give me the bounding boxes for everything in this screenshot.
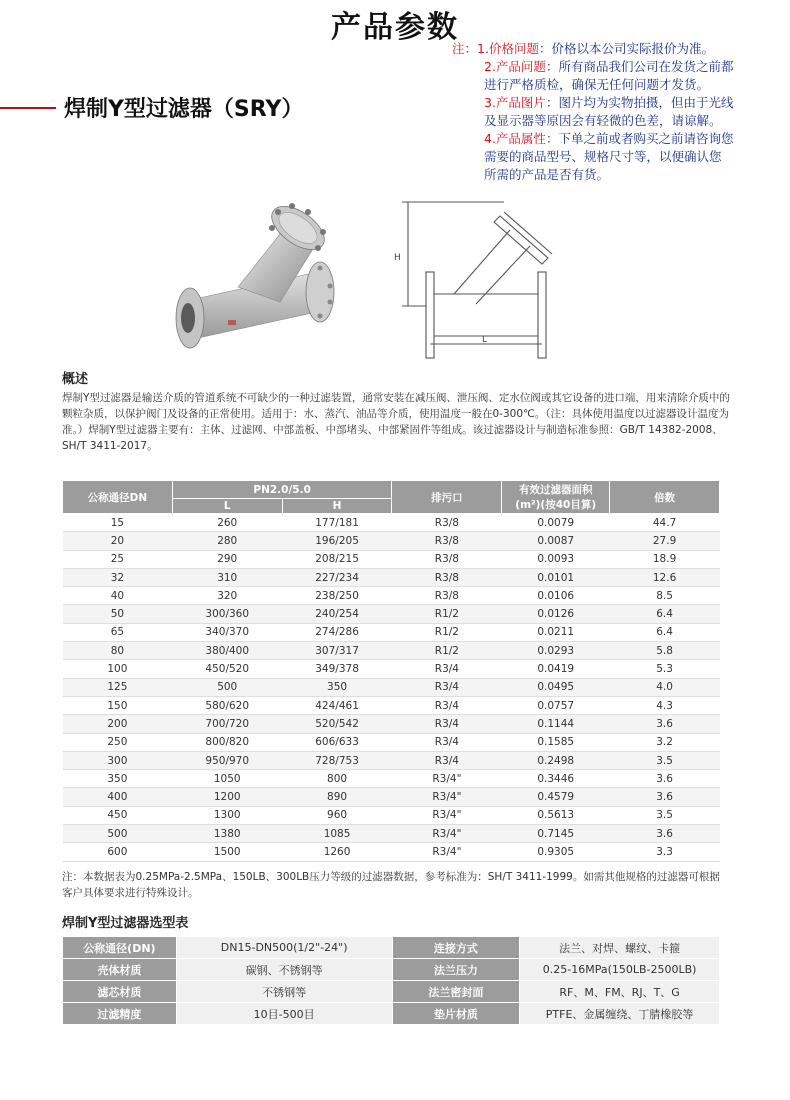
selection-row	[63, 959, 720, 981]
table-cell: 15	[63, 514, 173, 532]
table-row	[63, 605, 720, 623]
table-cell: 800/820	[172, 733, 282, 751]
table-cell: R3/4"	[392, 806, 502, 824]
table-cell: R3/8	[392, 514, 502, 532]
table-cell: R3/4"	[392, 770, 502, 788]
table-cell: 600	[63, 843, 173, 861]
table-cell: 0.0293	[502, 642, 610, 660]
table-cell: 208/215	[282, 550, 392, 568]
table-cell: 0.0087	[502, 532, 610, 550]
note-prefix: 注：	[452, 41, 478, 56]
table-cell: 260	[172, 514, 282, 532]
table-cell: 290	[172, 550, 282, 568]
table-cell: 65	[63, 623, 173, 641]
table-cell: 27.9	[610, 532, 720, 550]
table-cell: R3/4	[392, 715, 502, 733]
header-h: H	[282, 499, 392, 514]
table-row	[63, 696, 720, 714]
note-text: 及显示器等原因会有轻微的色差，请谅解。	[484, 113, 722, 128]
table-cell: 606/633	[282, 733, 392, 751]
table-cell: 25	[63, 550, 173, 568]
selection-table	[62, 936, 720, 1025]
table-cell: 0.3446	[502, 770, 610, 788]
table-cell: 50	[63, 605, 173, 623]
table-cell: 0.0106	[502, 587, 610, 605]
table-cell: 0.7145	[502, 825, 610, 843]
table-cell: R3/4"	[392, 788, 502, 806]
header-l: L	[172, 499, 282, 514]
header-ratio: 倍数	[610, 481, 720, 514]
table-cell: 728/753	[282, 751, 392, 769]
overview-text: 焊制Y型过滤器是输送介质的管道系统不可缺少的一种过滤装置，通常安装在减压阀、泄压阀、定水位阀或其它设备的进口端，用来清除介质中的颗粒杂质，以保护阀门及设备的正常使用。适用于：水、蒸汽、油品等介质，使用温度一般在0-300℃。（注：具体使用温度以过滤器设计温度为准。）焊制Y型过滤器主要有：主体、过滤网、中部盖板、中部堵头、中部紧固件等组成。该过滤器设计与制造标准参照：GB/T 14382-2008、SH/T 3411-2017。	[62, 392, 730, 452]
table-cell: R3/8	[392, 550, 502, 568]
table-cell: R1/2	[392, 605, 502, 623]
table-cell: R3/4"	[392, 825, 502, 843]
table-cell: 350	[63, 770, 173, 788]
table-cell: 0.0093	[502, 550, 610, 568]
table-cell: 150	[63, 696, 173, 714]
table-cell: R1/2	[392, 642, 502, 660]
note-line	[452, 112, 782, 130]
table-cell: 3.6	[610, 770, 720, 788]
selection-value: DN15-DN500(1/2"-24")	[176, 937, 392, 959]
table-cell: 3.6	[610, 715, 720, 733]
table-cell: R3/4	[392, 733, 502, 751]
table-cell: 227/234	[282, 568, 392, 586]
note-line	[452, 40, 782, 58]
drawing-l-label: L	[482, 335, 488, 345]
note-line	[452, 148, 782, 166]
table-cell: 4.0	[610, 678, 720, 696]
note-line	[452, 58, 782, 76]
table-row	[63, 514, 720, 532]
table-row	[63, 770, 720, 788]
header-area	[502, 481, 610, 514]
selection-table-body	[63, 937, 720, 1025]
table-row	[63, 751, 720, 769]
table-cell: 0.2498	[502, 751, 610, 769]
table-cell: 0.0211	[502, 623, 610, 641]
header-area-line1: 有效过滤器面积	[518, 484, 593, 496]
table-cell: 1200	[172, 788, 282, 806]
table-cell: 0.1144	[502, 715, 610, 733]
table-cell: 300	[63, 751, 173, 769]
notes-block	[452, 40, 782, 184]
selection-label: 法兰密封面	[392, 981, 520, 1003]
selection-value: 10目-500目	[176, 1003, 392, 1025]
table-cell: 960	[282, 806, 392, 824]
table-cell: 400	[63, 788, 173, 806]
note-text: 所需的产品是否有货。	[484, 167, 610, 182]
note-text: ：下单之前或者购买之前请咨询您	[545, 131, 734, 146]
table-cell: R1/2	[392, 623, 502, 641]
table-cell: 580/620	[172, 696, 282, 714]
selection-label: 过滤精度	[63, 1003, 177, 1025]
note-line	[452, 76, 782, 94]
table-cell: 80	[63, 642, 173, 660]
selection-label: 壳体材质	[63, 959, 177, 981]
table-row	[63, 660, 720, 678]
selection-label: 连接方式	[392, 937, 520, 959]
table-cell: 310	[172, 568, 282, 586]
table-cell: R3/8	[392, 568, 502, 586]
table-row	[63, 806, 720, 824]
table-cell: 280	[172, 532, 282, 550]
table-cell: 1380	[172, 825, 282, 843]
table-cell: 196/205	[282, 532, 392, 550]
table-cell: 177/181	[282, 514, 392, 532]
table-cell: 320	[172, 587, 282, 605]
title-accent-line	[0, 107, 56, 109]
selection-value: 法兰、对焊、螺纹、卡箍	[520, 937, 720, 959]
table-cell: 0.9305	[502, 843, 610, 861]
table-row	[63, 788, 720, 806]
table-cell: 44.7	[610, 514, 720, 532]
table-cell: R3/8	[392, 587, 502, 605]
table-row	[63, 568, 720, 586]
table-cell: 3.6	[610, 788, 720, 806]
table-cell: 18.9	[610, 550, 720, 568]
table-cell: 200	[63, 715, 173, 733]
table-row	[63, 733, 720, 751]
selection-label: 法兰压力	[392, 959, 520, 981]
table-cell: 3.2	[610, 733, 720, 751]
table-cell: R3/4	[392, 678, 502, 696]
spec-table-body	[63, 514, 720, 862]
table-cell: 500	[63, 825, 173, 843]
table-cell: 1050	[172, 770, 282, 788]
table-row	[63, 825, 720, 843]
table-cell: 1500	[172, 843, 282, 861]
selection-row	[63, 937, 720, 959]
table-cell: R3/4	[392, 696, 502, 714]
table-row	[63, 642, 720, 660]
selection-label: 公称通径(DN)	[63, 937, 177, 959]
spec-table	[62, 480, 720, 862]
table-cell: 3.5	[610, 751, 720, 769]
header-dn: 公称通径DN	[63, 481, 173, 514]
note-text: ：价格以本公司实际报价为准。	[538, 41, 714, 56]
table-cell: 450/520	[172, 660, 282, 678]
selection-value: 0.25-16MPa(150LB-2500LB)	[520, 959, 720, 981]
table-cell: 0.0126	[502, 605, 610, 623]
note-label: 4.产品属性	[484, 131, 546, 146]
drawing-h-label: H	[394, 253, 401, 263]
table-row	[63, 532, 720, 550]
table-cell: 340/370	[172, 623, 282, 641]
selection-value: 碳钢、不锈钢等	[176, 959, 392, 981]
table-cell: 0.0101	[502, 568, 610, 586]
selection-value: 不锈钢等	[176, 981, 392, 1003]
table-cell: 4.3	[610, 696, 720, 714]
table-cell: 0.4579	[502, 788, 610, 806]
note-label: 1.价格问题	[477, 41, 539, 56]
table-cell: 3.6	[610, 825, 720, 843]
note-label: 3.产品图片	[484, 95, 546, 110]
table-cell: 349/378	[282, 660, 392, 678]
table-cell: 424/461	[282, 696, 392, 714]
table-cell: 240/254	[282, 605, 392, 623]
header-drain: 排污口	[392, 481, 502, 514]
table-cell: 300/360	[172, 605, 282, 623]
table-cell: 890	[282, 788, 392, 806]
note-text: ：所有商品我们公司在发货之前都	[545, 59, 734, 74]
selection-label: 垫片材质	[392, 1003, 520, 1025]
table-cell: 238/250	[282, 587, 392, 605]
note-line	[452, 130, 782, 148]
note-label: 2.产品问题	[484, 59, 546, 74]
table-cell: 500	[172, 678, 282, 696]
table-cell: 380/400	[172, 642, 282, 660]
page-title: 产品参数	[331, 10, 459, 45]
table-row	[63, 843, 720, 861]
table-cell: 40	[63, 587, 173, 605]
table-cell: 8.5	[610, 587, 720, 605]
table-cell: 700/720	[172, 715, 282, 733]
selection-label: 滤芯材质	[63, 981, 177, 1003]
note-text: ：图片均为实物拍摄，但由于光线	[545, 95, 734, 110]
table-row	[63, 678, 720, 696]
table-cell: R3/4"	[392, 843, 502, 861]
table-cell: 1300	[172, 806, 282, 824]
table-cell: R3/8	[392, 532, 502, 550]
table-row	[63, 715, 720, 733]
table-cell: 6.4	[610, 605, 720, 623]
table-cell: 125	[63, 678, 173, 696]
note-text: 需要的商品型号、规格尺寸等，以便确认您	[484, 149, 722, 164]
table-cell: 0.0757	[502, 696, 610, 714]
dimension-drawing	[388, 194, 566, 364]
table-cell: R3/4	[392, 751, 502, 769]
table-cell: 520/542	[282, 715, 392, 733]
table-cell: 0.5613	[502, 806, 610, 824]
table-cell: 3.3	[610, 843, 720, 861]
table-cell: 800	[282, 770, 392, 788]
selection-value: PTFE、金属缠绕、丁腈橡胶等	[520, 1003, 720, 1025]
table-cell: 0.1585	[502, 733, 610, 751]
selection-row	[63, 981, 720, 1003]
table-cell: 950/970	[172, 751, 282, 769]
table-cell: R3/4	[392, 660, 502, 678]
table-cell: 350	[282, 678, 392, 696]
product-photo	[168, 192, 348, 364]
product-title: 焊制Y型过滤器（SRY）	[64, 97, 304, 122]
table-cell: 450	[63, 806, 173, 824]
header-pn: PN2.0/5.0	[172, 481, 392, 499]
table-cell: 274/286	[282, 623, 392, 641]
table-note: 注：本数据表为0.25MPa-2.5MPa、150LB、300LB压力等级的过滤器数据，参考标准为：SH/T 3411-1999。如需其他规格的过滤器可根据客户具体要求进行特殊设计。	[62, 871, 720, 899]
table-cell: 3.5	[610, 806, 720, 824]
table-cell: 5.3	[610, 660, 720, 678]
table-cell: 32	[63, 568, 173, 586]
selection-row	[63, 1003, 720, 1025]
selection-heading: 焊制Y型过滤器选型表	[62, 916, 189, 931]
table-cell: 100	[63, 660, 173, 678]
table-cell: 0.0419	[502, 660, 610, 678]
table-cell: 0.0079	[502, 514, 610, 532]
table-cell: 1260	[282, 843, 392, 861]
note-line	[452, 166, 782, 184]
header-area-line2: (m²)(按40目算)	[515, 499, 597, 511]
note-text: 进行严格质检，确保无任何问题才发货。	[484, 77, 710, 92]
table-cell: 307/317	[282, 642, 392, 660]
table-row	[63, 550, 720, 568]
table-cell: 0.0495	[502, 678, 610, 696]
table-row	[63, 587, 720, 605]
table-row	[63, 623, 720, 641]
table-cell: 20	[63, 532, 173, 550]
table-cell: 6.4	[610, 623, 720, 641]
table-cell: 1085	[282, 825, 392, 843]
table-cell: 250	[63, 733, 173, 751]
overview-heading: 概述	[62, 372, 89, 387]
note-line	[452, 94, 782, 112]
table-cell: 12.6	[610, 568, 720, 586]
selection-value: RF、M、FM、RJ、T、G	[520, 981, 720, 1003]
table-cell: 5.8	[610, 642, 720, 660]
